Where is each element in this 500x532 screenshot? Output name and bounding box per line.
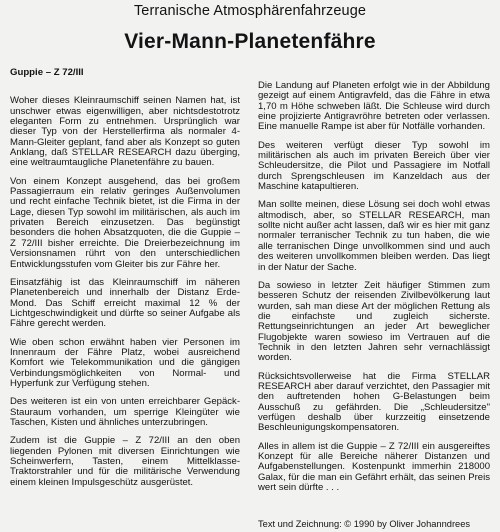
article-title: Vier-Mann-Planetenfähre [124, 30, 376, 53]
section-kicker: Terranische Atmosphärenfahrzeuge [133, 3, 367, 19]
paragraph: Woher dieses Kleinraumschiff seinen Namen hat, ist unschwer etwas eigenwilligen, aber nichtsdestotrotz eleganten Form zu entnehmen. Ursprünglich war dieser Typ von der Herstellerfirma als normaler 4-Mann-Gleiter geplant, fand aber als Konzept so guten Anklang, daß STELLAR RESEARCH dazu überging, eine weltraumtaugliche Planetenfähre zu bauen. [10, 95, 240, 169]
author-credit: Text und Zeichnung: © 1990 by Oliver Johanndrees [258, 519, 471, 529]
paragraph: Des weiteren ist ein von unten erreichbarer Gepäck-Stauraum vorhanden, um sperrige Kleingüter wie Taschen, Kisten und ähnliches unterzubringen. [10, 396, 240, 428]
left-column [10, 68, 240, 496]
paragraph: Die Landung auf Planeten erfolgt wie in der Abbildung gezeigt auf einem Antigravfeld, das die Fähre in etwa 1,70 m Höhe schweben läßt. Die Schleuse wird durch eine projizierte Antigravröhre betreten oder verlassen. Eine manuelle Rampe ist aber für Notfälle vorhanden. [258, 80, 490, 133]
paragraph: Von einem Konzept ausgehend, das bei großem Passagierraum ein relativ geringes Außenvolumen und recht einfache Technik bietet, ist die Firma in der Lage, diesen Typ sowohl im militärischen, als auch im privaten Bereich einzusetzen. Das begünstigt besonders die hohen Absatzquoten, die die Guppie – Z 72/III bisher erreichte. Die Dreierbezeichnung im Versionsnamen rührt von den unterschiedlichen Entwicklungsstufen vom Gleiter bis zur Fähre her. [10, 175, 240, 270]
paragraph: Des weiteren verfügt dieser Typ sowohl im militärischen als auch im privaten Bereich über vier Schleudersitze, die Pilot und Passagiere im Notfall durch Sprengschleusen im Kanzeldach aus der Maschine katapultieren. [258, 139, 490, 193]
right-column [258, 81, 490, 501]
article-subtitle: Guppie – Z 72/III [10, 67, 84, 78]
paragraph: Einsatzfähig ist das Kleinraumschiff im näheren Planetenbereich und innerhalb der Distanz Erde-Mond. Das Schiff erreicht maximal 12 % der Lichtgeschwindigkeit und dürfte so seiner Aufgabe als Fähre gerecht werden. [10, 276, 240, 330]
paragraph: Alles in allem ist die Guppie – Z 72/III ein ausgereiftes Konzept für alle Bereiche näherer Distanzen und Aufgabenstellungen. Kostenpunkt immerhin 218000 Galax, für die man ein Gefährt erhält, das seinen Preis wert sein dürfte . . . [258, 440, 490, 494]
paragraph: Da sowieso in letzter Zeit häufiger Stimmen zum besseren Schutz der reisenden Zivilbevölkerung laut wurden, sah man diese Art der möglichen Rettung als die einfachste und zugleich sicherste. Rettungseinrichtungen an jeder Art beweglicher Flugobjekte waren sowieso im Vertrauen auf die Technik in den letzten Jahren sehr vernachlässigt worden. [258, 279, 490, 364]
paragraph: Rücksichtsvollerweise hat die Firma STELLAR RESEARCH aber darauf verzichtet, den Passagier mit den auftretenden hohen G-Belastungen beim Ausschuß zu gefährden. Die „Schleudersitze" verfügen deshalb über kurzzeitig einsetzende Beschleunigungskompensatoren. [258, 370, 490, 434]
paragraph: Wie oben schon erwähnt haben vier Personen im Innenraum der Fähre Platz, wobei ausreichend Komfort wie Telekommunikation und die gängigen Verbindungsmöglichkeiten von Normal- und Hyperfunk zur Verfügung stehen. [10, 336, 240, 389]
paragraph: Man sollte meinen, diese Lösung sei doch wohl etwas altmodisch, aber, so STELLAR RESEARCH, man sollte nicht außer acht lassen, daß wir es hier mit ganz normaler terranischer Technik zu tun haben, die wie alle terranischen Dinge unvollkommen sind und auch des weiteren unvollkommen bleiben werden. Das liegt in der Natur der Sache. [258, 199, 490, 273]
paragraph: Zudem ist die Guppie – Z 72/III an den oben liegenden Pylonen mit diversen Einrichtungen wie Scheinwerfern, Tasten, einem Mittelklasse-Traktorstrahler und für die militärische Verwendung einem kleinen Impulsgeschütz ausgerüstet. [10, 435, 240, 488]
